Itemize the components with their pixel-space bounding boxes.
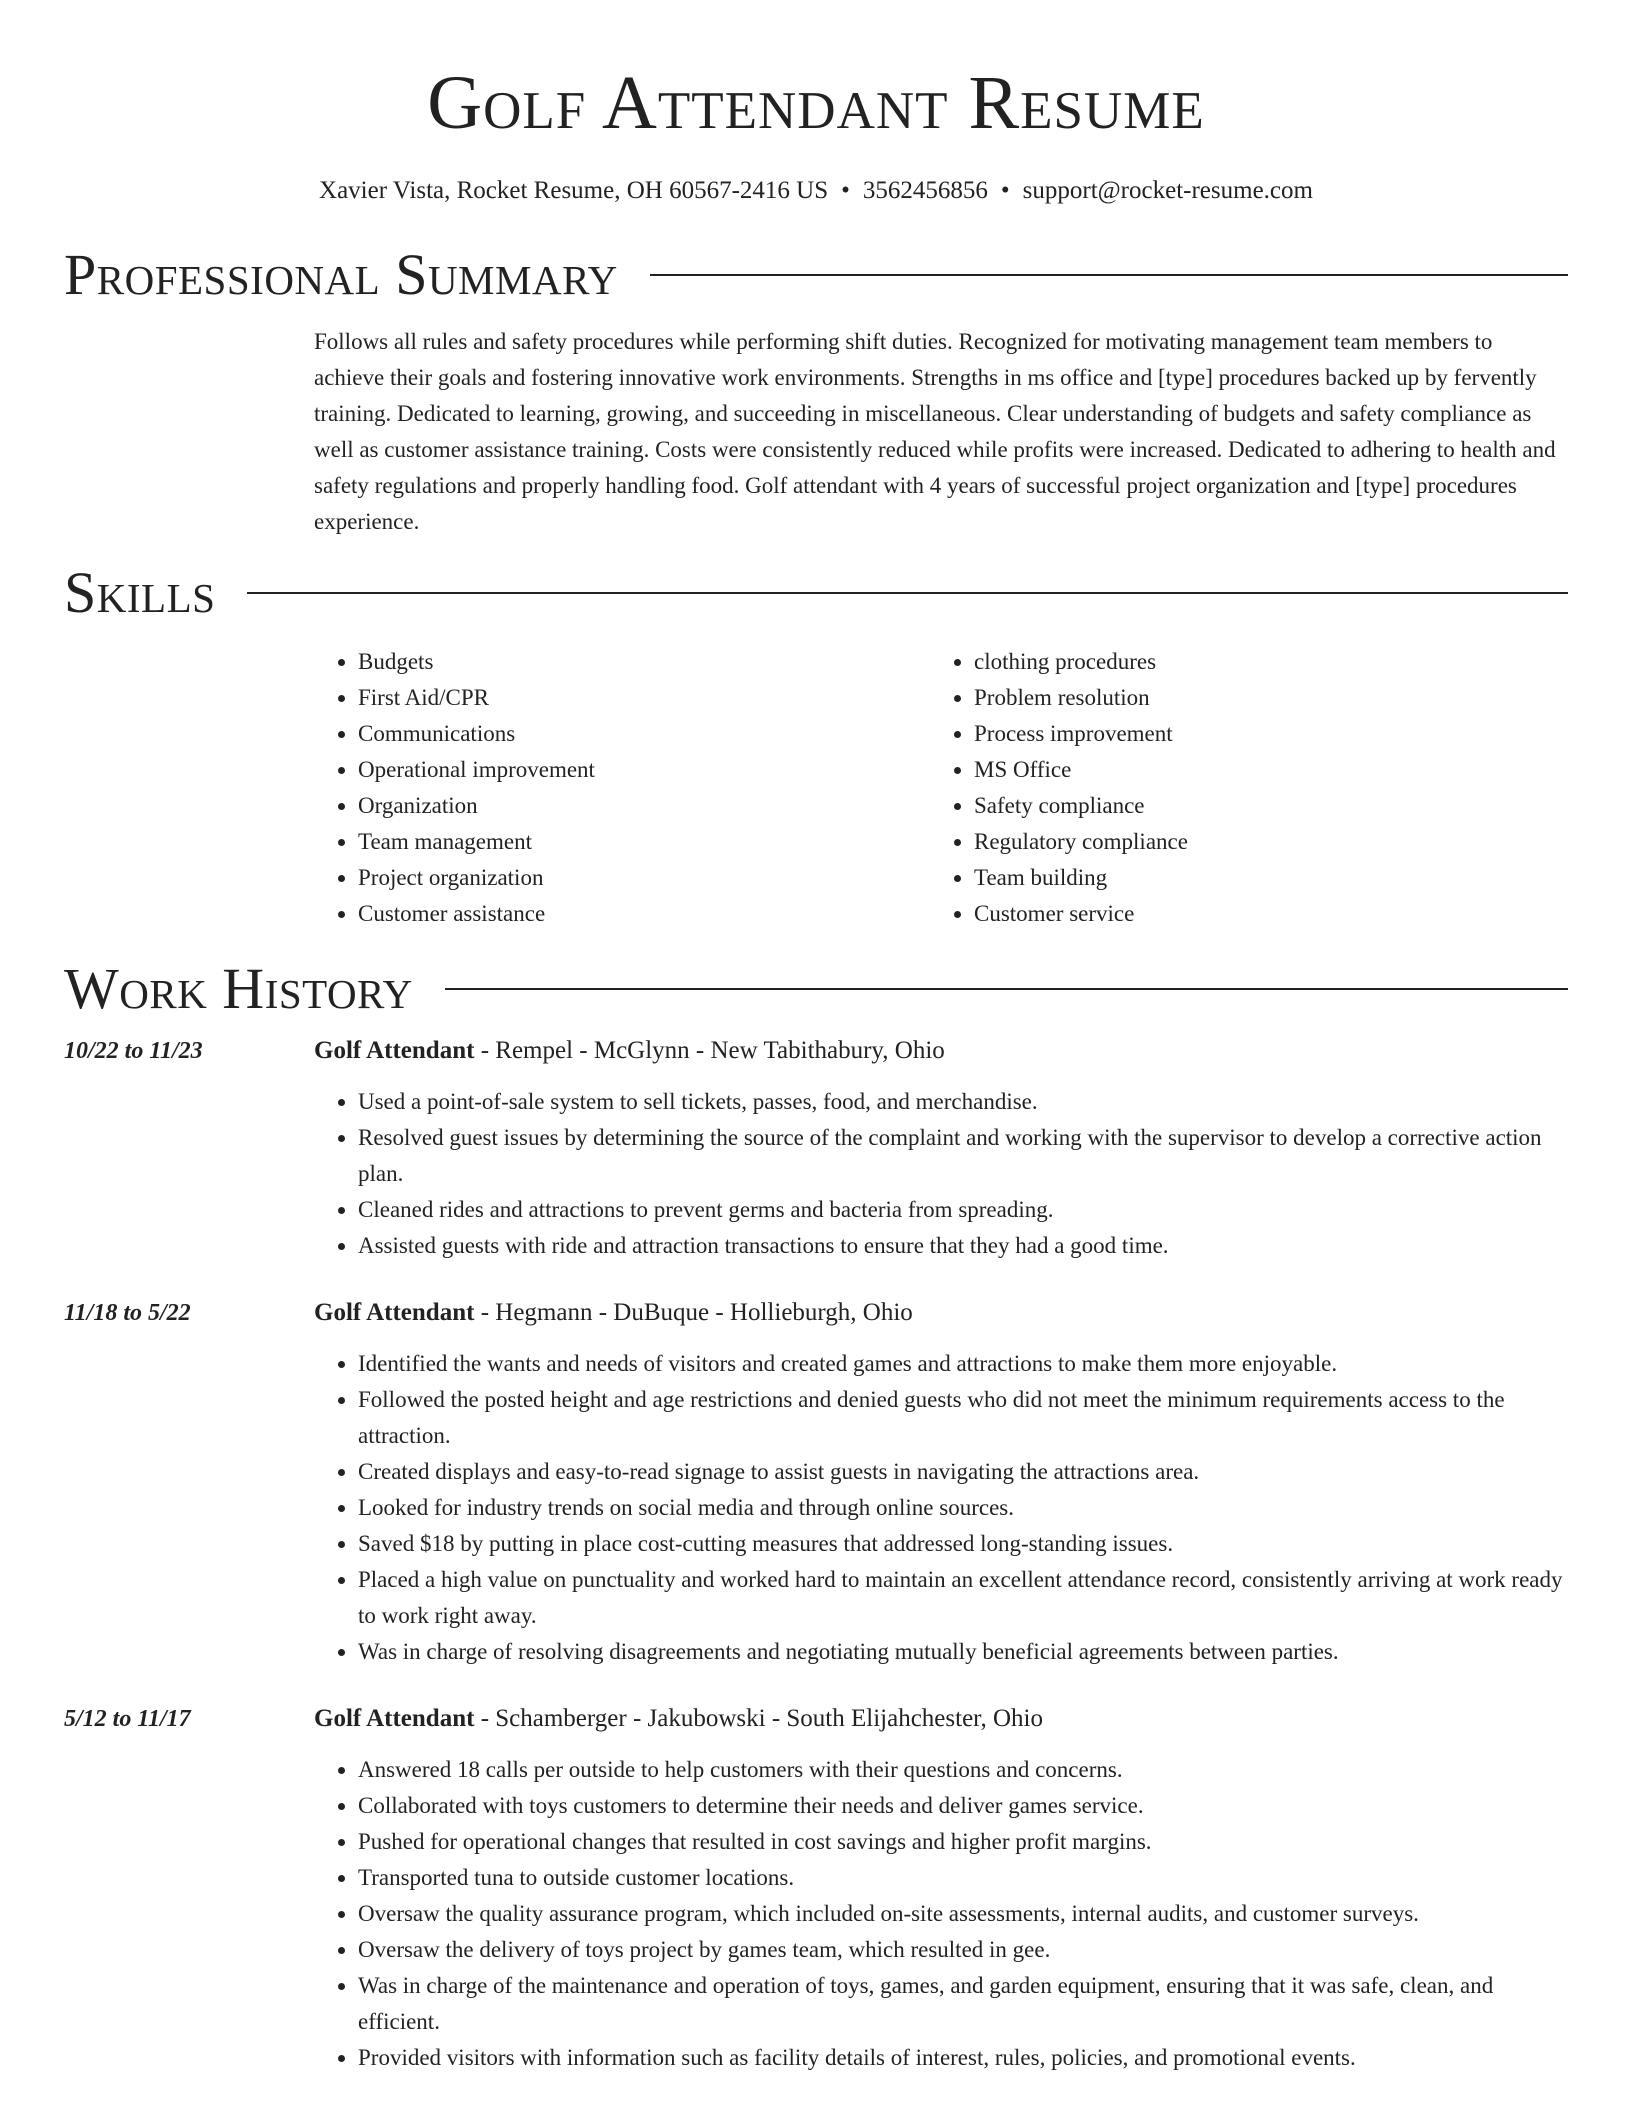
job-dates: 5/12 to 11/17 bbox=[64, 1706, 191, 1732]
skills-list bbox=[314, 644, 1568, 932]
work-section-header bbox=[64, 954, 1568, 1024]
job-bullet: • Followed the posted height and age restrictions and denied guests who did not meet the minimum requirements access to the attraction. bbox=[358, 1382, 1568, 1454]
summary-text: Follows all rules and safety procedures while performing shift duties. Recognized for motivating management team members to achieve their goals and fostering innovative work environments. Strengths in ms office and [type] procedures backed up by fervently training. Dedicated to learning, growing, and succeeding in miscellaneous. Clear understanding of budgets and safety compliance as well as customer assistance training. Costs were consistently reduced while profits were increased. Dedicated to adhering to health and safety regulations and properly handling food. Golf attendant with 4 years of successful project organization and [type] procedures experience. bbox=[314, 329, 1556, 534]
work-heading: Work History bbox=[64, 956, 413, 1021]
job-entry bbox=[64, 1298, 1568, 1670]
job-bullet: • Looked for industry trends on social media and through online sources. bbox=[358, 1490, 1568, 1526]
job-bullet: • Oversaw the delivery of toys project by games team, which resulted in gee. bbox=[358, 1932, 1568, 1968]
job-bullets bbox=[314, 1084, 1568, 1264]
job-dates: 11/18 to 5/22 bbox=[64, 1300, 191, 1326]
resume-title: Golf Attendant Resume bbox=[427, 61, 1205, 145]
job-bullet: • Resolved guest issues by determining the source of the complaint and working with the supervisor to develop a corrective action plan. bbox=[358, 1120, 1568, 1192]
skill-item: • clothing procedures bbox=[974, 644, 1568, 680]
skills-column-right bbox=[930, 644, 1568, 932]
skill-item: • Customer service bbox=[974, 896, 1568, 932]
job-title: Golf Attendant bbox=[314, 1705, 475, 1732]
job-title-line bbox=[314, 1036, 1568, 1066]
contact-address: Xavier Vista, Rocket Resume, OH 60567-2416 US bbox=[319, 177, 829, 204]
contact-separator: • bbox=[841, 177, 850, 204]
job-bullet: • Placed a high value on punctuality and worked hard to maintain an excellent attendance record, consistently arriving at work ready to work right away. bbox=[358, 1562, 1568, 1634]
skill-item: • Project organization bbox=[358, 860, 930, 896]
section-divider bbox=[445, 988, 1568, 990]
skill-item: • Regulatory compliance bbox=[974, 824, 1568, 860]
job-bullet: • Cleaned rides and attractions to prevent germs and bacteria from spreading. bbox=[358, 1192, 1568, 1228]
job-title-line bbox=[314, 1298, 1568, 1328]
contact-line bbox=[64, 176, 1568, 206]
skill-item: • Safety compliance bbox=[974, 788, 1568, 824]
job-bullet: • Oversaw the quality assurance program, which included on-site assessments, internal audits, and customer surveys. bbox=[358, 1896, 1568, 1932]
skill-item: • Operational improvement bbox=[358, 752, 930, 788]
job-bullets bbox=[314, 1346, 1568, 1670]
job-bullet: • Was in charge of the maintenance and operation of toys, games, and garden equipment, ensuring that it was safe, clean, and efficient. bbox=[358, 1968, 1568, 2040]
job-dates: 10/22 to 11/23 bbox=[64, 1038, 203, 1064]
job-employer: - Hegmann - DuBuque - Hollieburgh, Ohio bbox=[474, 1299, 913, 1326]
job-bullet: • Was in charge of resolving disagreements and negotiating mutually beneficial agreements between parties. bbox=[358, 1634, 1568, 1670]
job-entry bbox=[64, 1036, 1568, 1264]
job-employer: - Schamberger - Jakubowski - South Elijahchester, Ohio bbox=[474, 1705, 1043, 1732]
job-bullet: • Identified the wants and needs of visitors and created games and attractions to make them more enjoyable. bbox=[358, 1346, 1568, 1382]
contact-phone: 3562456856 bbox=[862, 177, 988, 204]
skill-item: • MS Office bbox=[974, 752, 1568, 788]
job-employer: - Rempel - McGlynn - New Tabithabury, Ohio bbox=[474, 1037, 945, 1064]
job-title: Golf Attendant bbox=[314, 1299, 475, 1326]
section-divider bbox=[650, 274, 1568, 276]
job-entry bbox=[64, 1704, 1568, 2076]
job-title: Golf Attendant bbox=[314, 1037, 475, 1064]
job-bullet: • Provided visitors with information such as facility details of interest, rules, policies, and promotional events. bbox=[358, 2040, 1568, 2076]
job-bullet: • Assisted guests with ride and attraction transactions to ensure that they had a good time. bbox=[358, 1228, 1568, 1264]
skill-item: • Customer assistance bbox=[358, 896, 930, 932]
skills-section-header bbox=[64, 558, 1568, 628]
job-body bbox=[314, 1298, 1568, 1670]
job-bullet: • Transported tuna to outside customer locations. bbox=[358, 1860, 1568, 1896]
section-divider bbox=[247, 592, 1568, 594]
job-bullet: • Created displays and easy-to-read signage to assist guests in navigating the attractions area. bbox=[358, 1454, 1568, 1490]
summary-heading: Professional Summary bbox=[64, 242, 618, 307]
job-body bbox=[314, 1036, 1568, 1264]
skill-item: • Problem resolution bbox=[974, 680, 1568, 716]
skill-item: • Communications bbox=[358, 716, 930, 752]
skill-item: • Team management bbox=[358, 824, 930, 860]
job-bullet: • Answered 18 calls per outside to help customers with their questions and concerns. bbox=[358, 1752, 1568, 1788]
job-bullets bbox=[314, 1752, 1568, 2076]
skill-item: • Team building bbox=[974, 860, 1568, 896]
skill-item: • Organization bbox=[358, 788, 930, 824]
summary-section-header bbox=[64, 240, 1568, 310]
skills-column-left bbox=[314, 644, 930, 932]
skills-heading: Skills bbox=[64, 560, 216, 625]
skill-item: • Budgets bbox=[358, 644, 930, 680]
job-body bbox=[314, 1704, 1568, 2076]
resume-page bbox=[64, 0, 1568, 2076]
contact-separator: • bbox=[1000, 177, 1010, 204]
job-title-line bbox=[314, 1704, 1568, 1734]
summary-block bbox=[314, 324, 1568, 540]
skill-item: • Process improvement bbox=[974, 716, 1568, 752]
skill-item: • First Aid/CPR bbox=[358, 680, 930, 716]
contact-email: support@rocket-resume.com bbox=[1022, 177, 1313, 204]
job-bullet: • Pushed for operational changes that resulted in cost savings and higher profit margins. bbox=[358, 1824, 1568, 1860]
job-bullet: • Collaborated with toys customers to determine their needs and deliver games service. bbox=[358, 1788, 1568, 1824]
job-bullet: • Saved $18 by putting in place cost-cutting measures that addressed long-standing issues. bbox=[358, 1526, 1568, 1562]
job-bullet: • Used a point-of-sale system to sell tickets, passes, food, and merchandise. bbox=[358, 1084, 1568, 1120]
